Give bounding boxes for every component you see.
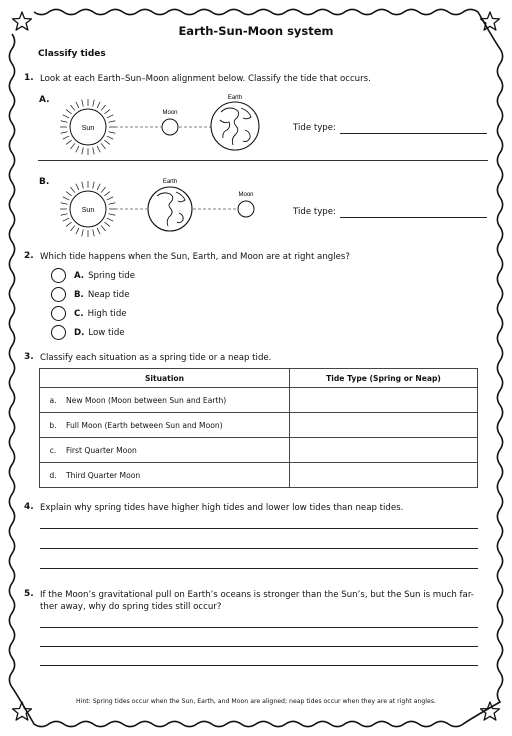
column-header-situation: Situation xyxy=(40,369,290,388)
radio-bubble[interactable] xyxy=(51,325,66,340)
table-header-row xyxy=(40,369,478,388)
column-header-tide-type: Tide Type (Spring or Neap) xyxy=(290,369,478,388)
radio-bubble[interactable] xyxy=(51,268,66,283)
sun-ray xyxy=(61,203,68,205)
sun-ray xyxy=(82,147,84,154)
sun-ray xyxy=(97,146,100,152)
sun-ray xyxy=(108,121,115,123)
row-situation: First Quarter Moon xyxy=(66,445,137,455)
earth-icon xyxy=(148,187,192,231)
table-row xyxy=(40,388,478,413)
option-c[interactable] xyxy=(51,306,127,321)
q1-number: 1. xyxy=(24,73,34,83)
q5-answer-line-3[interactable] xyxy=(40,665,478,666)
q5-number: 5. xyxy=(24,589,34,599)
alignment-diagram-a xyxy=(55,90,285,165)
sun-ray xyxy=(104,110,109,114)
row-letter: d. xyxy=(49,470,57,480)
sun-ray xyxy=(107,115,113,118)
q5-answer-line-2[interactable] xyxy=(40,646,478,647)
sun-ray xyxy=(66,140,71,144)
section-divider xyxy=(38,160,488,161)
q1-part-a-letter: A. xyxy=(39,95,50,105)
q5-text-line-1: If the Moon’s gravitational pull on Earth’s oceans is stronger than the Sun’s, but the Sun is much far- xyxy=(40,590,474,600)
sun-ray xyxy=(63,136,69,139)
sun-ray xyxy=(76,146,79,152)
sun-ray xyxy=(61,214,68,216)
sun-ray xyxy=(97,184,100,190)
table-row xyxy=(40,438,478,463)
radio-bubble[interactable] xyxy=(51,306,66,321)
hint-text: Hint: Spring tides occur when the Sun, Earth, and Moon are aligned; neap tides occur when they are at right angles. xyxy=(75,698,437,705)
option-text: Neap tide xyxy=(87,289,130,300)
tide-type-answer-cell[interactable] xyxy=(290,413,478,438)
sun-ray xyxy=(107,218,113,221)
sun-ray xyxy=(108,203,115,205)
moon-label: Moon xyxy=(238,192,254,198)
q4-answer-line-2[interactable] xyxy=(40,548,478,549)
sun-ray xyxy=(76,102,79,108)
earth-label: Earth xyxy=(162,179,178,185)
sun-ray xyxy=(82,229,84,236)
sun-ray xyxy=(66,222,71,226)
earth-label: Earth xyxy=(227,95,243,101)
row-letter: c. xyxy=(49,445,57,455)
page-title: Earth-Sun-Moon system xyxy=(178,24,334,38)
sun-label: Sun xyxy=(81,125,95,132)
sun-ray xyxy=(61,121,68,123)
tide-type-label-b: Tide type: xyxy=(293,207,336,217)
sun-ray xyxy=(76,184,79,190)
q3-number: 3. xyxy=(24,352,34,362)
sun-ray xyxy=(93,229,95,236)
sun-ray xyxy=(104,192,109,196)
option-b[interactable] xyxy=(51,287,130,302)
sun-ray xyxy=(71,105,75,110)
option-a[interactable] xyxy=(51,268,135,283)
sun-ray xyxy=(101,143,105,148)
sun-ray xyxy=(82,100,84,107)
sun-ray xyxy=(107,136,113,139)
table-row xyxy=(40,413,478,438)
sun-ray xyxy=(76,228,79,234)
sun-ray xyxy=(107,197,113,200)
q4-answer-line-3[interactable] xyxy=(40,568,478,569)
option-letter: D. xyxy=(74,327,85,338)
option-text: Spring tide xyxy=(88,270,136,281)
option-d[interactable] xyxy=(51,325,125,340)
q2-number: 2. xyxy=(24,251,34,261)
tide-type-label-a: Tide type: xyxy=(293,123,336,133)
q3-text: Classify each situation as a spring tide or a neap tide. xyxy=(40,353,272,363)
sun-ray xyxy=(108,214,115,216)
row-situation: Third Quarter Moon xyxy=(66,470,141,480)
option-letter: A. xyxy=(74,270,85,281)
sun-ray xyxy=(93,182,95,189)
sun-ray xyxy=(63,115,69,118)
tide-type-answer-cell[interactable] xyxy=(290,388,478,413)
sun-ray xyxy=(93,147,95,154)
sun-ray xyxy=(66,110,71,114)
option-letter: C. xyxy=(74,308,84,319)
row-situation: New Moon (Moon between Sun and Earth) xyxy=(66,395,227,405)
q2-text: Which tide happens when the Sun, Earth, and Moon are at right angles? xyxy=(40,252,350,262)
sun-ray xyxy=(97,102,100,108)
sun-ray xyxy=(101,225,105,230)
tide-type-answer-b[interactable] xyxy=(340,217,487,218)
option-text: Low tide xyxy=(88,327,125,338)
classification-table xyxy=(39,368,478,488)
tide-type-answer-cell[interactable] xyxy=(290,438,478,463)
sun-ray xyxy=(108,132,115,134)
q4-answer-line-1[interactable] xyxy=(40,528,478,529)
q5-text-line-2: ther away, why do spring tides still occur? xyxy=(40,602,222,612)
sun-ray xyxy=(63,197,69,200)
moon-label: Moon xyxy=(162,110,178,116)
row-situation: Full Moon (Earth between Sun and Moon) xyxy=(66,420,223,430)
alignment-diagram-b xyxy=(55,173,285,248)
sun-label: Sun xyxy=(81,207,95,214)
q1-part-b-letter: B. xyxy=(39,177,50,187)
sun-ray xyxy=(63,218,69,221)
tide-type-answer-a[interactable] xyxy=(340,133,487,134)
sun-ray xyxy=(66,192,71,196)
sun-ray xyxy=(71,143,75,148)
earth-icon xyxy=(211,102,259,150)
radio-bubble[interactable] xyxy=(51,287,66,302)
q1-text: Look at each Earth–Sun–Moon alignment below. Classify the tide that occurs. xyxy=(40,74,371,84)
sun-ray xyxy=(82,182,84,189)
option-letter: B. xyxy=(74,289,84,300)
moon-icon xyxy=(162,119,178,135)
sun-ray xyxy=(97,228,100,234)
sun-ray xyxy=(101,105,105,110)
sun-ray xyxy=(104,222,109,226)
section-title: Classify tides xyxy=(38,49,106,59)
row-letter: a. xyxy=(49,395,57,405)
row-letter: b. xyxy=(49,420,57,430)
option-text: High tide xyxy=(87,308,127,319)
table-row xyxy=(40,463,478,488)
sun-ray xyxy=(93,100,95,107)
q5-answer-line-1[interactable] xyxy=(40,627,478,628)
sun-ray xyxy=(61,132,68,134)
sun-ray xyxy=(104,140,109,144)
q4-number: 4. xyxy=(24,502,34,512)
tide-type-answer-cell[interactable] xyxy=(290,463,478,488)
sun-ray xyxy=(71,225,75,230)
moon-icon xyxy=(238,201,254,217)
sun-ray xyxy=(101,187,105,192)
q4-text: Explain why spring tides have higher high tides and lower low tides than neap tides. xyxy=(40,503,404,513)
sun-ray xyxy=(71,187,75,192)
